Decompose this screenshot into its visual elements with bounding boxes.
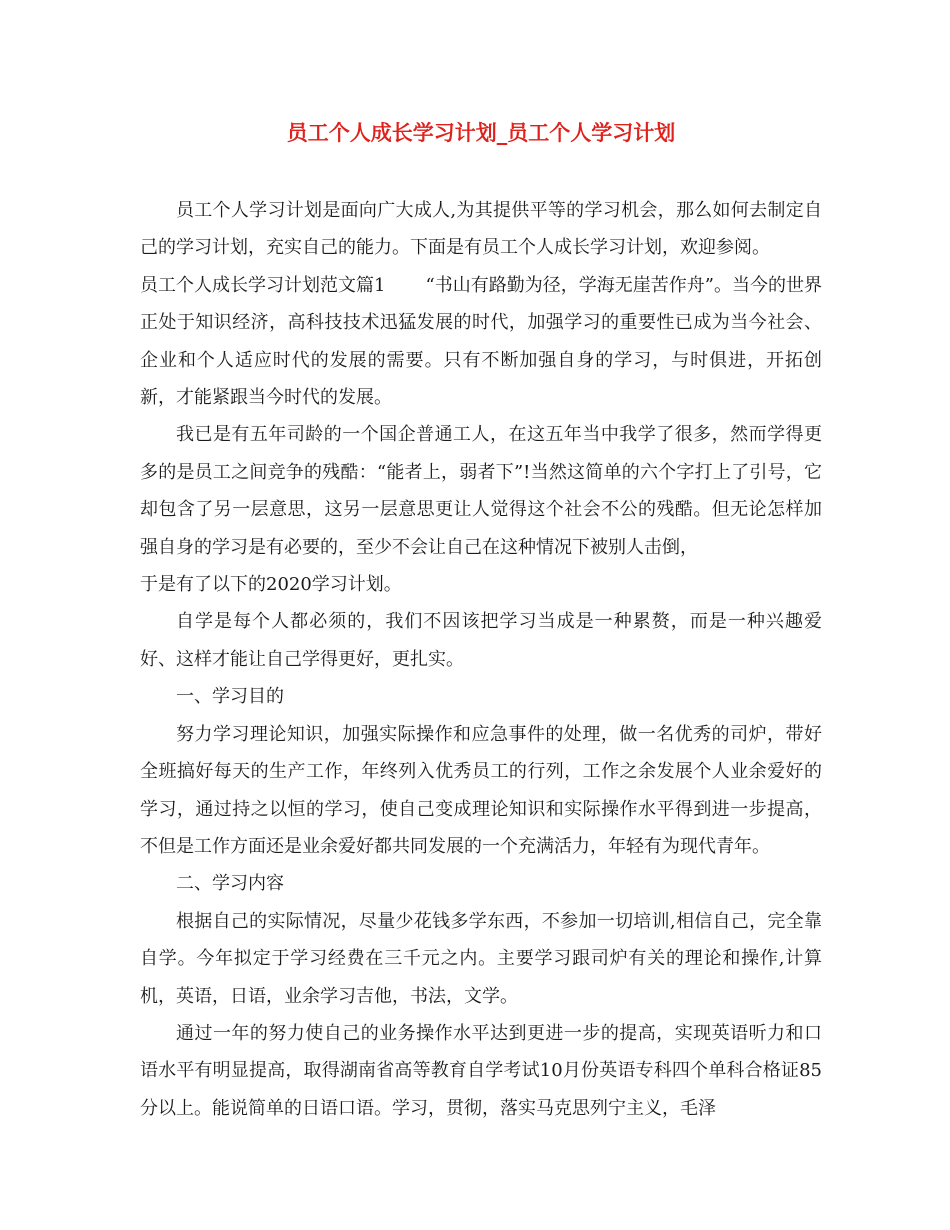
intro-paragraph xyxy=(140,192,822,416)
document-title: 员工个人成长学习计划_员工个人学习计划 xyxy=(286,120,676,145)
paragraph-5: 根据自己的实际情况，尽量少花钱多学东西，不参加一切培训,相信自己，完全靠自学。今年拟定于学习经费在三千元之内。主要学习跟司炉有关的理论和操作,计算机，英语，日语，业余学习吉他，书法，文学。 xyxy=(140,910,822,1007)
paragraph-6: 通过一年的努力使自己的业务操作水平达到更进一步的提高，实现英语听力和口语水平有明显提高，取得湖南省高等教育自学考试10月份英语专科四个单科合格证85分以上。能说简单的日语口语。学习，贯彻，落实马克思列宁主义，毛泽 xyxy=(140,1022,822,1119)
sample-text: “书山有路勤为径，学海无崖苦作舟”。当今的世界正处于知识经济，高科技技术迅猛发展的时代，加强学习的重要性已成为当今社会、企业和个人适应时代的发展的需要。只有不断加强自身的学习，与时俱进，开拓创新，才能紧跟当今时代的发展。 xyxy=(140,274,823,409)
intro-text: 员工个人学习计划是面向广大成人,为其提供平等的学习机会，那么如何去制定自己的学习计划，充实自己的能力。下面是有员工个人成长学习计划，欢迎参阅。 xyxy=(140,200,822,259)
paragraph-3: 自学是每个人都必须的，我们不因该把学习当成是一种累赘，而是一种兴趣爱好、这样才能让自己学得更好，更扎实。 xyxy=(140,611,822,670)
sample-label: 员工个人成长学习计划范文篇1 xyxy=(140,274,386,296)
paragraph-4: 努力学习理论知识，加强实际操作和应急事件的处理，做一名优秀的司炉，带好全班搞好每天的生产工作，年终列入优秀员工的行列，工作之余发展个人业余爱好的学习，通过持之以恒的学习，使自己变成理论知识和实际操作水平得到进一步提高，不但是工作方面还是业余爱好都共同发展的一个充满活力，年轻有为现代青年。 xyxy=(140,723,822,857)
section-heading-1: 一、学习目的 xyxy=(176,686,284,708)
paragraph-2-text: 我已是有五年司龄的一个国企普通工人，在这五年当中我学了很多，然而学得更多的是员工之间竞争的残酷：“能者上，弱者下”!当然这简单的六个字打上了引号，它却包含了另一层意思，这另一层意思更让人觉得这个社会不公的残酷。但无论怎样加强自身的学习是有必要的，至少不会让自己在这种情况下被别人击倒， xyxy=(140,424,822,558)
document-body xyxy=(140,192,822,1127)
paragraph-2 xyxy=(140,416,822,603)
paragraph-2-tail: 于是有了以下的2020学习计划。 xyxy=(140,574,402,596)
section-heading-2: 二、学习内容 xyxy=(176,873,284,895)
